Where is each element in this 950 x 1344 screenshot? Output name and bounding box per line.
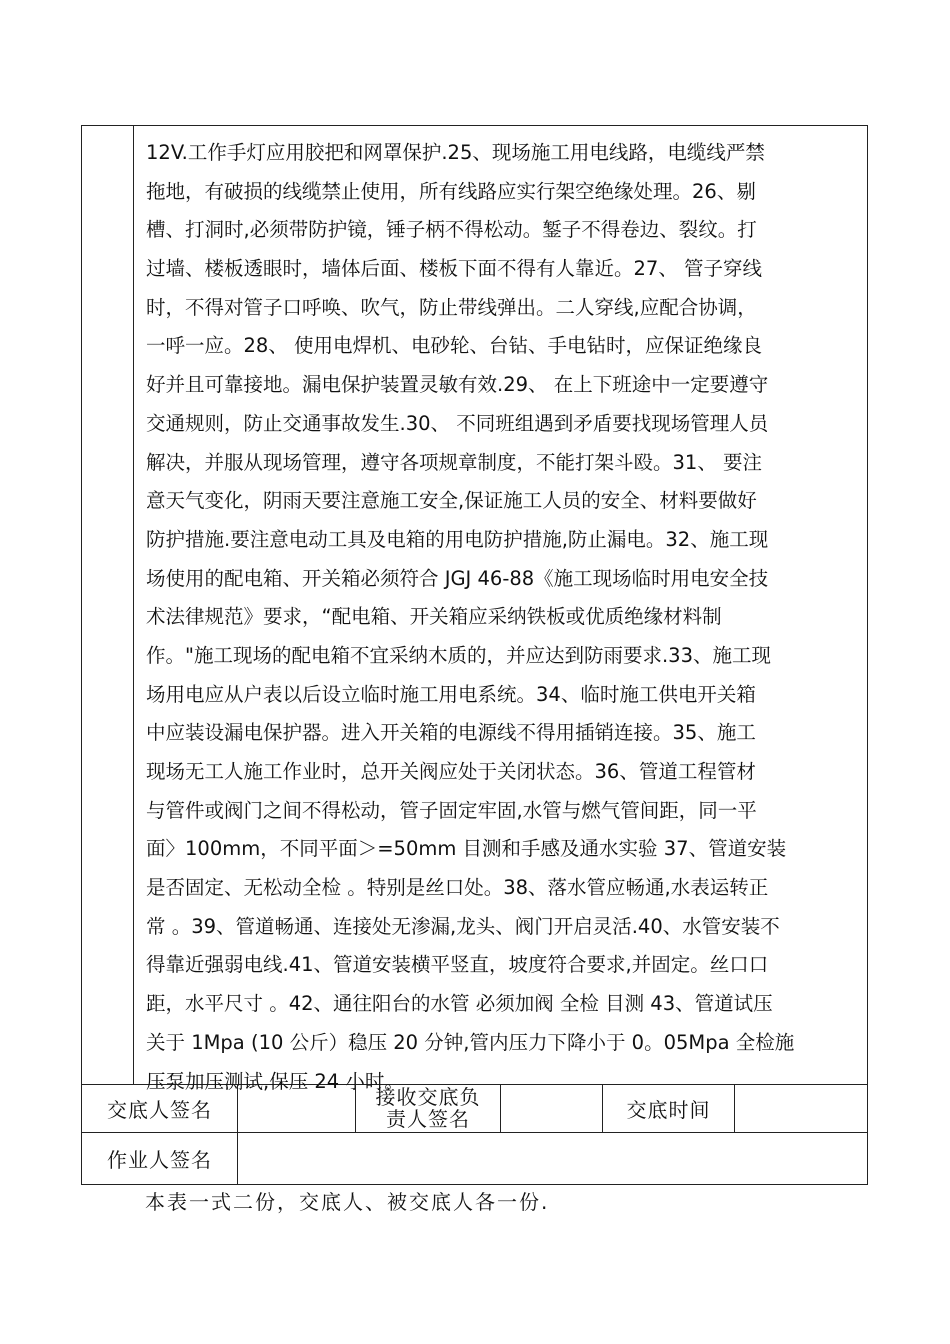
text-line: 过墙、楼板透眼时，墙体后面、楼板下面不得有人靠近。27、 管子穿线 bbox=[146, 257, 763, 281]
left-blank-column bbox=[82, 126, 134, 1084]
text-line: 常 。39、管道畅通、连接处无渗漏,龙头、阀门开启灵活.40、水管安装不 bbox=[146, 914, 780, 938]
receiver-label bbox=[356, 1084, 501, 1132]
handover-time-label: 交底时间 bbox=[603, 1084, 735, 1132]
receiver-signature-field[interactable] bbox=[501, 1084, 603, 1132]
text-line: 12V.工作手灯应用胶把和网罩保护.25、现场施工用电线路，电缆线严禁 bbox=[146, 141, 765, 164]
receiver-label-line: 接收交底负 bbox=[375, 1085, 481, 1109]
text-line: 是否固定、无松动全检 。特别是丝口处。38、落水管应畅通,水表运转正 bbox=[146, 876, 769, 900]
text-line: 场用电应从户表以后设立临时施工用电系统。34、临时施工供电开关箱 bbox=[146, 682, 756, 706]
text-line: 作。"施工现场的配电箱不宜采纳木质的，并应达到防雨要求.33、施工现 bbox=[146, 643, 771, 667]
text-line: 距，水平尺寸 。42、通往阳台的水管 必须加阀 全检 目测 43、管道试压 bbox=[146, 992, 773, 1016]
text-line: 术法律规范》要求，“配电箱、开关箱应采纳铁板或优质绝缘材料制 bbox=[146, 605, 722, 629]
text-line: 得靠近强弱电线.41、管道安装横平竖直，坡度符合要求,并固定。丝口口 bbox=[146, 953, 769, 977]
text-line: 面〉100mm，不同平面＞=50mm 目测和手感及通水实验 37、管道安装 bbox=[146, 837, 787, 861]
text-line: 防护措施.要注意电动工具及电箱的用电防护措施,防止漏电。32、施工现 bbox=[146, 527, 769, 551]
worker-label: 作业人签名 bbox=[82, 1133, 238, 1184]
text-line: 中应装设漏电保护器。进入开关箱的电源线不得用插销连接。35、施工 bbox=[146, 721, 756, 745]
text-line: 现场无工人施工作业时，总开关阀应处于关闭状态。36、管道工程管材 bbox=[146, 760, 756, 783]
text-line: 好并且可靠接地。漏电保护装置灵敏有效.29、 在上下班途中一定要遵守 bbox=[146, 373, 769, 397]
text-line: 意天气变化，阴雨天要注意施工安全,保证施工人员的安全、材料要做好 bbox=[146, 489, 757, 513]
handover-person-label: 交底人签名 bbox=[82, 1084, 238, 1132]
handover-time-field[interactable] bbox=[735, 1084, 866, 1132]
text-line: 槽、打洞时,必须带防护镜，锤子柄不得松动。錾子不得卷边、裂纹。打 bbox=[146, 218, 757, 242]
text-line: 交通规则，防止交通事故发生.30、 不同班组遇到矛盾要找现场管理人员 bbox=[146, 411, 769, 435]
text-line: 压泵加压测试,保压 24 小时。 bbox=[146, 1069, 404, 1093]
signature-row-worker bbox=[81, 1133, 868, 1185]
text-line: 与管件或阀门之间不得松动，管子固定牢固,水管与燃气管间距，同一平 bbox=[146, 798, 757, 822]
text-line: 关于 1Mpa (10 公斤）稳压 20 分钟,管内压力下降小于 0。05Mpa 全检施 bbox=[146, 1030, 795, 1054]
receiver-label-line: 责人签名 bbox=[386, 1107, 470, 1131]
worker-signature-field[interactable] bbox=[238, 1133, 866, 1184]
text-line: 拖地，有破损的线缆禁止使用，所有线路应实行架空绝缘处理。26、剔 bbox=[146, 179, 756, 203]
text-line: 解决，并服从现场管理，遵守各项规章制度，不能打架斗殴。31、 要注 bbox=[146, 450, 763, 474]
safety-instructions-text bbox=[146, 134, 864, 1101]
text-line: 一呼一应。28、 使用电焊机、电砂轮、台钻、手电钻时，应保证绝缘良 bbox=[146, 334, 763, 358]
content-frame bbox=[81, 125, 868, 1093]
text-line: 时，不得对管子口呼唤、吹气，防止带线弹出。二人穿线,应配合协调， bbox=[146, 295, 757, 319]
handover-person-signature-field[interactable] bbox=[238, 1084, 356, 1132]
signature-row-handover bbox=[81, 1084, 868, 1133]
text-line: 场使用的配电箱、开关箱必须符合 JGJ 46-88《施工现场临时用电安全技 bbox=[146, 566, 769, 590]
footnote: 本表一式二份，交底人、被交底人各一份. bbox=[145, 1190, 550, 1214]
